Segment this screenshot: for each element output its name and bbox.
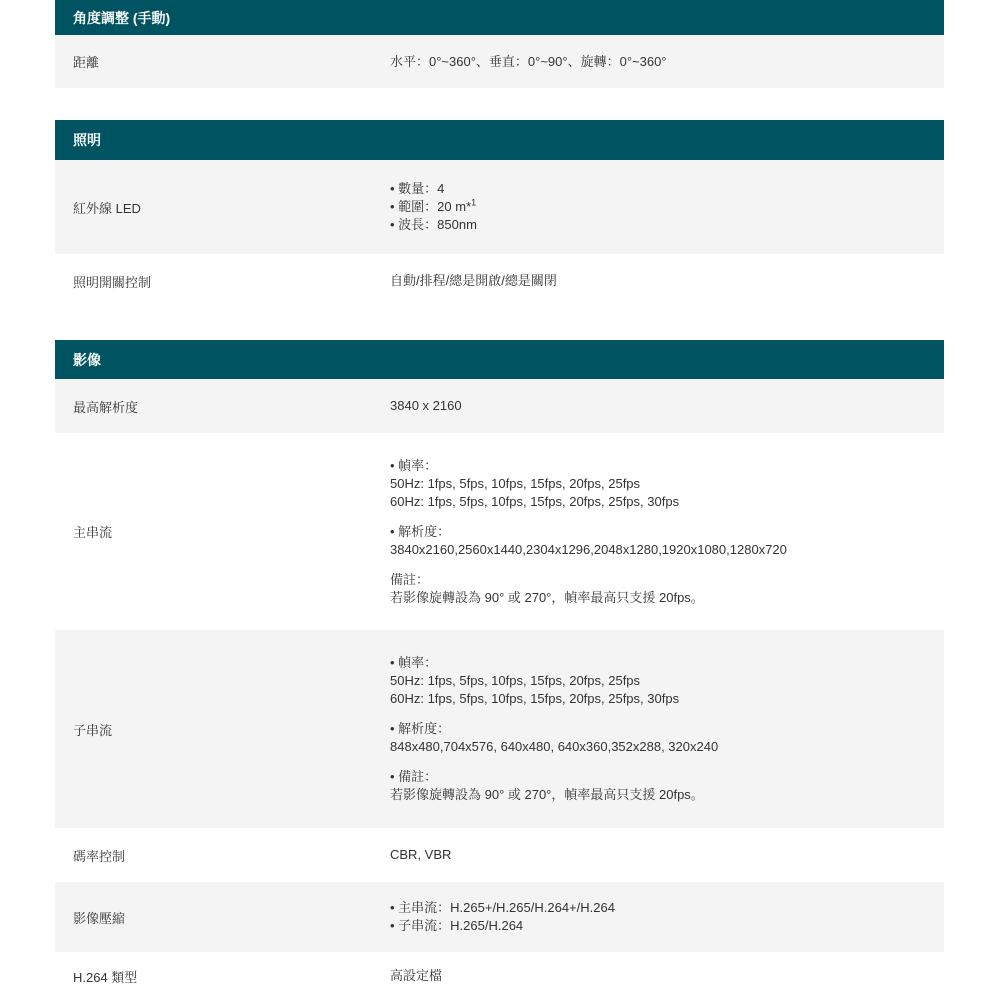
section-lighting (55, 120, 944, 308)
spec-value (371, 35, 944, 88)
spec-value (371, 882, 944, 952)
spec-row (55, 630, 944, 828)
spec-row (55, 433, 944, 630)
section-header: 角度調整 (手動) (55, 0, 944, 35)
section-angle (55, 0, 944, 88)
spec-label: 影像壓縮 (73, 910, 126, 926)
spec-line: • 備註： (390, 769, 438, 784)
spec-line: • 波長：850nm (390, 217, 477, 232)
spec-line: 50Hz: 1fps, 5fps, 10fps, 15fps, 20fps, 25fps (390, 673, 641, 688)
spec-row (55, 35, 944, 88)
section-header: 照明 (55, 120, 944, 160)
section-video (55, 340, 944, 1000)
footnote-mark: 1 (471, 197, 477, 208)
spec-value (371, 828, 944, 882)
spec-line: • 解析度： (390, 523, 451, 539)
spec-row (55, 952, 944, 1000)
spec-row (55, 828, 944, 882)
spec-line: 50Hz: 1fps, 5fps, 10fps, 15fps, 20fps, 25fps (390, 475, 641, 491)
spec-row (55, 379, 944, 433)
spec-value (371, 379, 944, 433)
section-header: 影像 (55, 340, 944, 379)
spec-line: • 範圍：20 m*$^1$ (390, 197, 477, 214)
spec-line: 848x480,704x576, 640x480, 640x360,352x288, 320x240 (390, 739, 719, 754)
spec-line: • 幀率： (390, 457, 438, 473)
spec-line: • 子串流：H.265/H.264 (390, 918, 524, 933)
spec-line: 60Hz: 1fps, 5fps, 10fps, 15fps, 20fps, 25fps, 30fps (390, 691, 680, 706)
spec-line: CBR, VBR (390, 847, 452, 862)
spec-line: 備註： (390, 571, 430, 587)
spec-line: 3840 x 2160 (390, 398, 462, 413)
spec-line: • 主串流：H.265+/H.265/H.264+/H.264 (390, 900, 615, 915)
spec-value (371, 630, 944, 828)
spec-label: 碼率控制 (73, 848, 126, 864)
spec-label: H.264 類型 (73, 969, 138, 985)
spec-line: 自動/排程/總是開啟/總是關閉 (390, 273, 557, 288)
spec-line: 若影像旋轉設為 90° 或 270°，幀率最高只支援 20fps。 (390, 589, 704, 605)
spec-line: • 解析度： (390, 721, 451, 736)
spec-line: 水平：0°~360°、垂直：0°~90°、旋轉：0°~360° (390, 53, 667, 69)
spec-value (371, 952, 944, 1000)
spec-line: 60Hz: 1fps, 5fps, 10fps, 15fps, 20fps, 25fps, 30fps (390, 493, 680, 509)
spec-row (55, 882, 944, 952)
spec-line: 若影像旋轉設為 90° 或 270°，幀率最高只支援 20fps。 (390, 787, 704, 802)
spec-label: 最高解析度 (73, 399, 139, 415)
spec-line: 高設定檔 (390, 968, 443, 983)
spec-line: • 數量：4 (390, 181, 445, 196)
spec-value (371, 160, 944, 254)
spec-value (371, 254, 944, 308)
spec-row (55, 160, 944, 254)
spec-label: 主串流 (73, 525, 113, 540)
spec-row (55, 254, 944, 308)
spec-label: 紅外線 LED (73, 200, 141, 216)
spec-line: 3840x2160,2560x1440,2304x1296,2048x1280,1920x1080,1280x720 (390, 541, 787, 557)
spec-value (371, 433, 944, 630)
spec-label: 子串流 (73, 722, 113, 738)
spec-label: 照明開關控制 (73, 274, 152, 290)
spec-line: • 幀率： (390, 655, 438, 670)
spec-label: 距離 (73, 55, 100, 70)
